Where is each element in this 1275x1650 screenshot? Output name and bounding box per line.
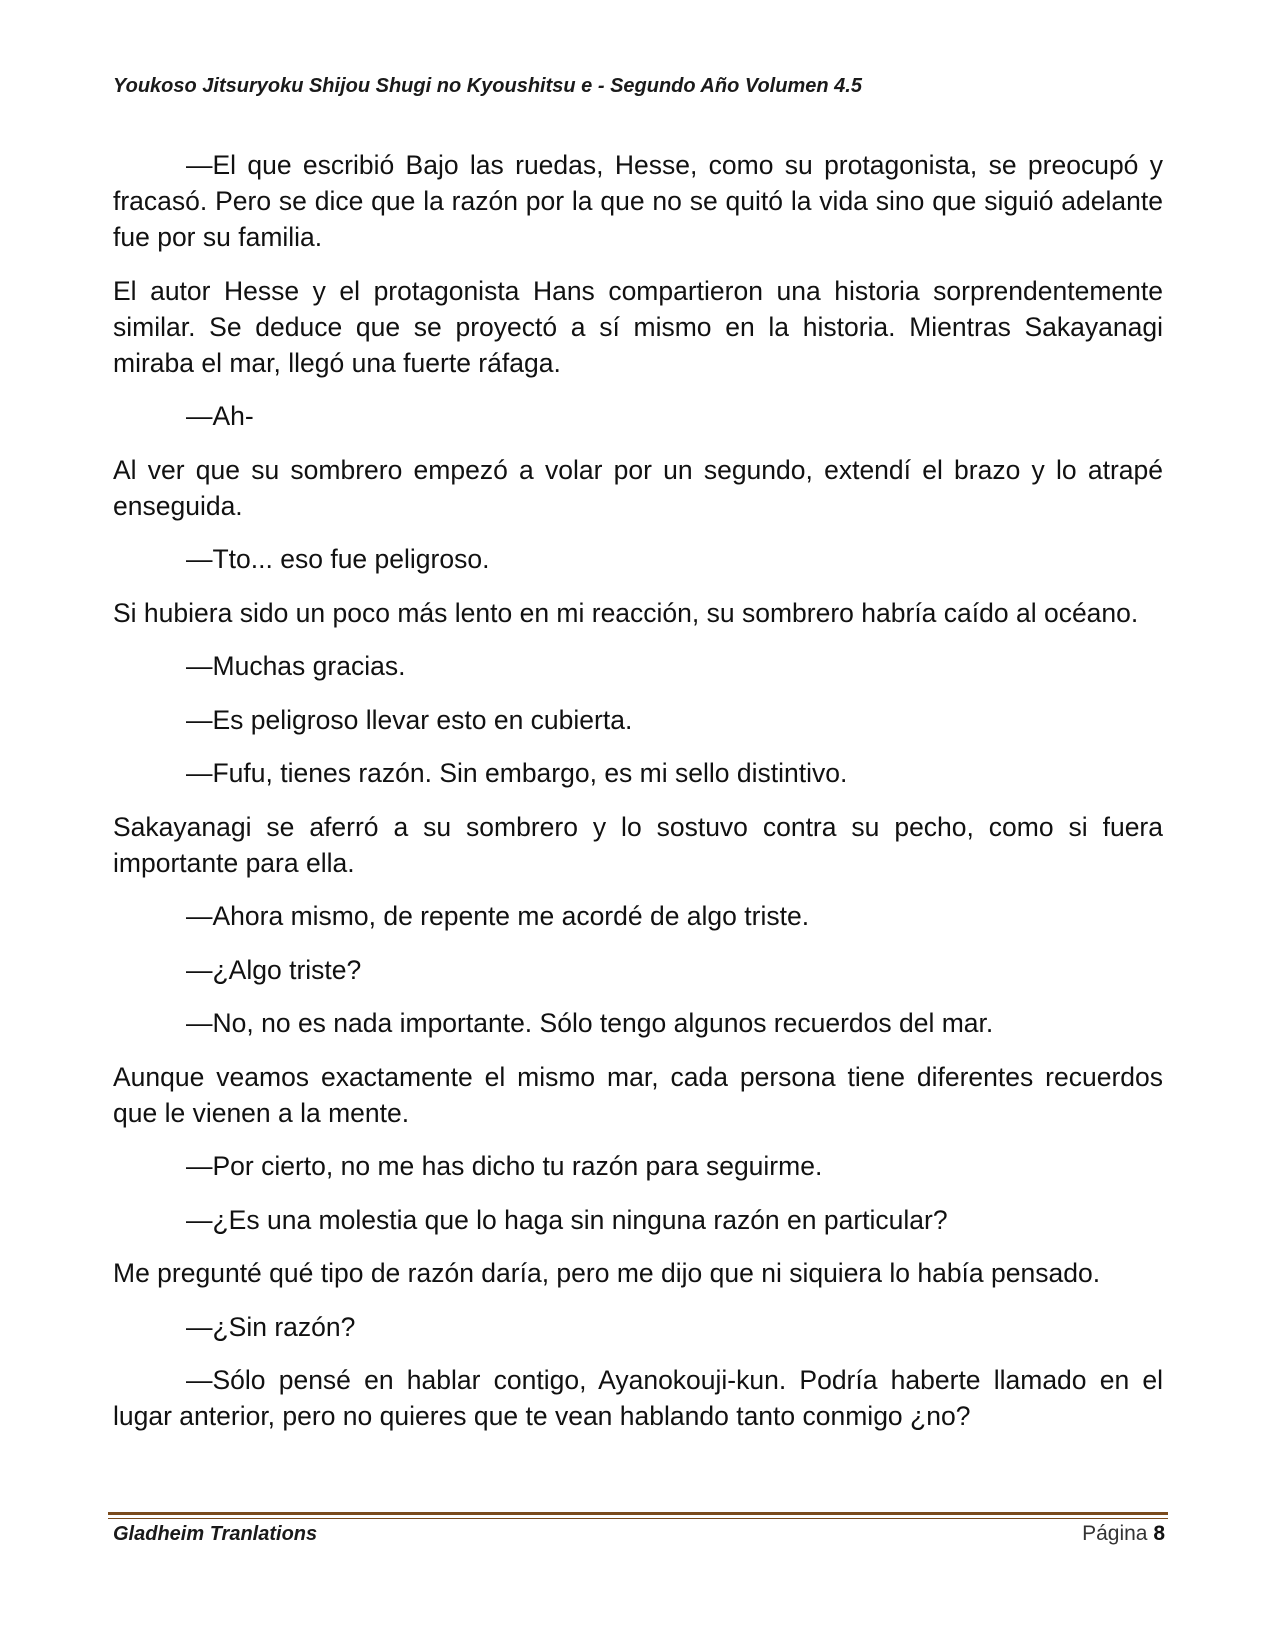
paragraph-dialogue: —Sólo pensé en hablar contigo, Ayanokouji-kun. Podría haberte llamado en el lugar anterior, pero no quieres que te vean hablando tanto conmigo ¿no? <box>113 1365 1163 1431</box>
paragraph-narration: Al ver que su sombrero empezó a volar por un segundo, extendí el brazo y lo atrapé enseguida. <box>113 454 1163 521</box>
paragraph-dialogue: —Fufu, tienes razón. Sin embargo, es mi sello distintivo. <box>186 758 848 788</box>
page-number: 8 <box>1153 1522 1165 1545</box>
paragraph-dialogue: —¿Es una molestia que lo haga sin ninguna razón en particular? <box>186 1204 948 1235</box>
page-body <box>113 147 1163 1452</box>
paragraph-dialogue: —Es peligroso llevar esto en cubierta. <box>186 704 633 735</box>
footer-translator-credit: Gladheim Tranlations <box>113 1523 318 1545</box>
footer-page-number <box>1082 1522 1165 1546</box>
page-label: Página <box>1082 1522 1148 1545</box>
paragraph-dialogue: —Muchas gracias. <box>186 651 406 681</box>
paragraph-dialogue: —Tto... eso fue peligroso. <box>186 544 490 574</box>
paragraph-dialogue: —Ahora mismo, de repente me acordé de algo triste. <box>186 901 810 931</box>
footer-rule-thin <box>108 1518 1168 1519</box>
paragraph-narration: El autor Hesse y el protagonista Hans compartieron una historia sorprendentemente similar. Se deduce que se proyectó a sí mismo en la historia. Mientras Sakayanagi miraba el mar, llegó una fuerte ráfaga. <box>113 275 1163 378</box>
paragraph-narration: Sakayanagi se aferró a su sombrero y lo sostuvo contra su pecho, como si fuera importante para ella. <box>113 811 1163 878</box>
paragraph-dialogue: —¿Sin razón? <box>186 1311 356 1342</box>
paragraph-dialogue: —No, no es nada importante. Sólo tengo algunos recuerdos del mar. <box>186 1008 994 1038</box>
paragraph-narration: Aunque veamos exactamente el mismo mar, cada persona tiene diferentes recuerdos que le vienen a la mente. <box>113 1061 1163 1128</box>
paragraph-dialogue: —Ah- <box>186 401 254 431</box>
paragraph-dialogue: —El que escribió Bajo las ruedas, Hesse, como su protagonista, se preocupó y fracasó. Pero se dice que la razón por la que no se quitó la vida sino que siguió adelante fue por su familia. <box>113 150 1163 252</box>
paragraph-narration: Si hubiera sido un poco más lento en mi reacción, su sombrero habría caído al océano. <box>113 597 1139 628</box>
paragraph-dialogue: —Por cierto, no me has dicho tu razón para seguirme. <box>186 1151 823 1181</box>
page-header-title: Youkoso Jitsuryoku Shijou Shugi no Kyoushitsu e - Segundo Año Volumen 4.5 <box>113 75 862 97</box>
footer-rule-thick <box>108 1512 1168 1515</box>
paragraph-dialogue: —¿Algo triste? <box>186 954 362 985</box>
paragraph-narration: Me pregunté qué tipo de razón daría, pero me dijo que ni siquiera lo había pensado. <box>113 1258 1101 1288</box>
